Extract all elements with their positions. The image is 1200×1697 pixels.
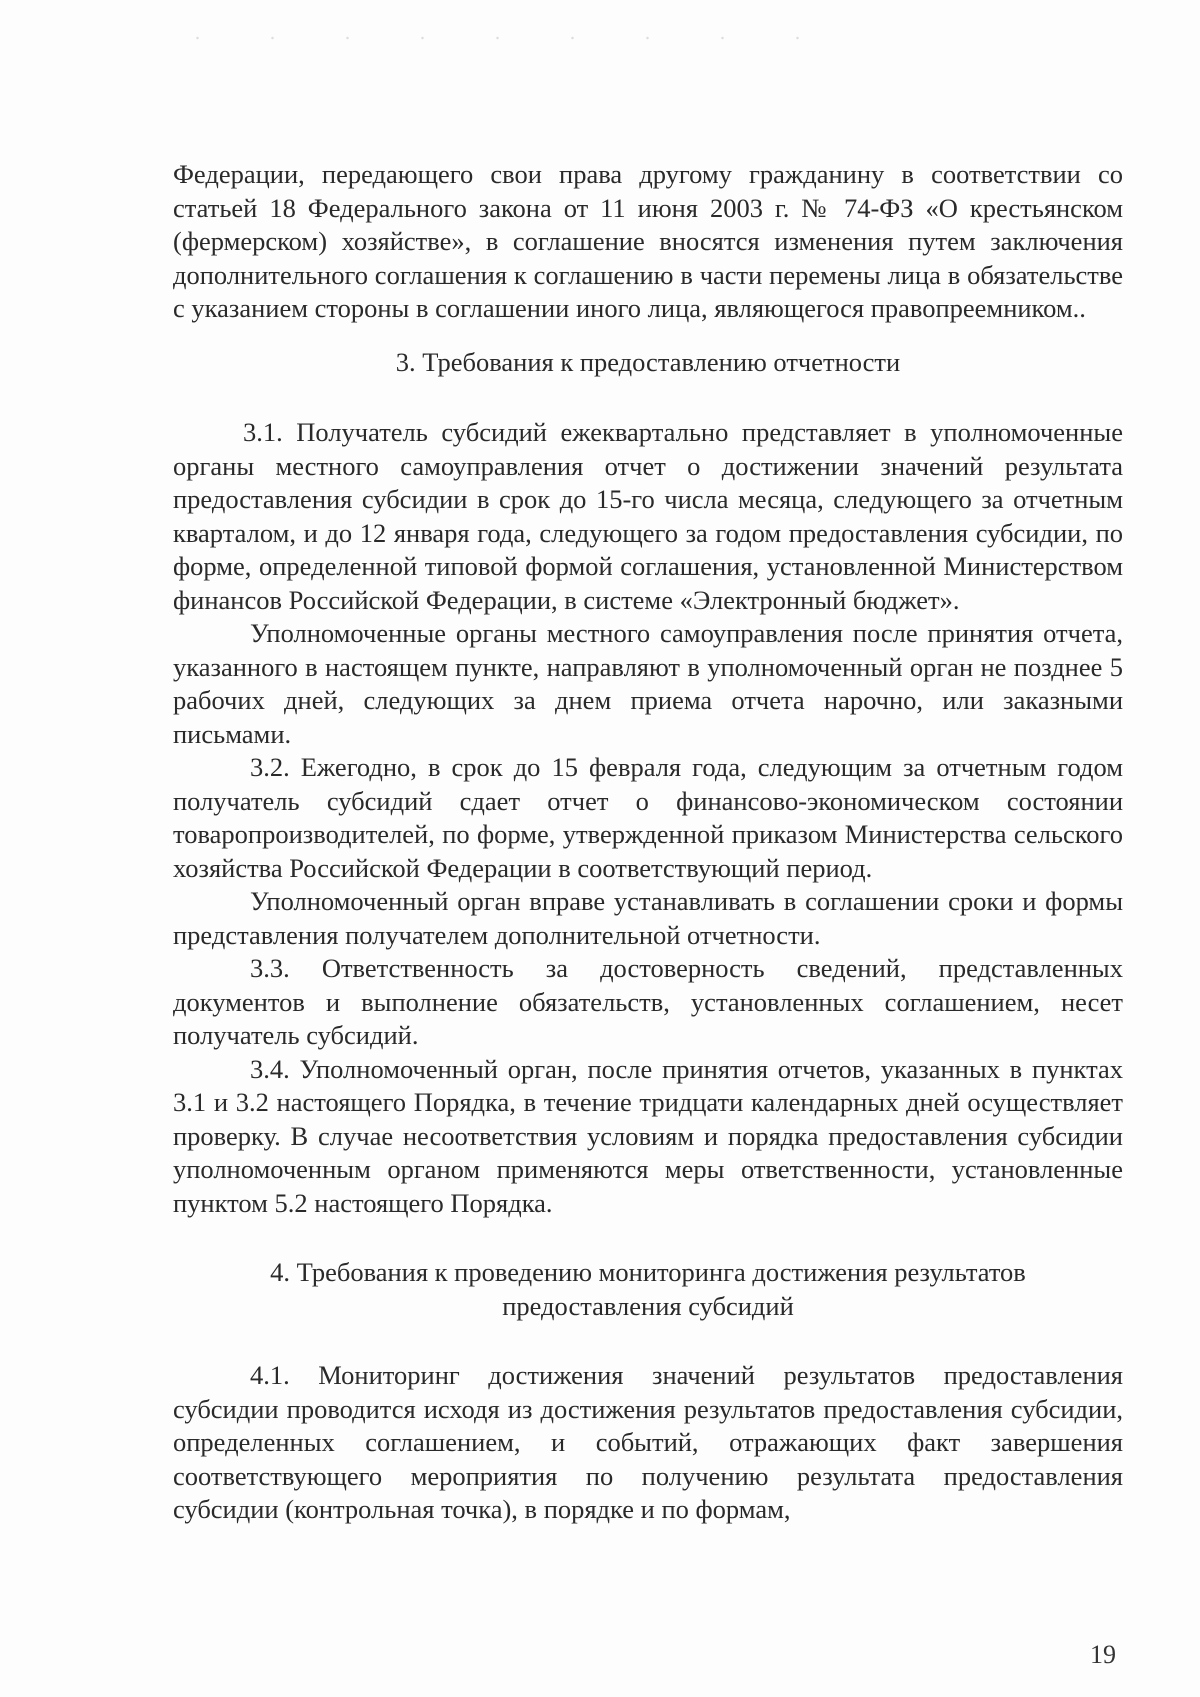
- section-heading-3: 3. Требования к предоставлению отчетности: [395, 346, 901, 377]
- paragraph-intro: Федерации, передающего свои права другому гражданину в соответствии со статьей 18 Федерального закона от 11 июня 2003 г. № 74-ФЗ «О крестьянском (фермерском) хозяйстве», в соглашение вносятся изменения путем заключения дополнительного соглашения к соглашению в части перемены лица в обязательстве с указанием стороны в соглашении иного лица, являющегося правопреемником..: [173, 159, 1123, 323]
- paragraph-3-2: 3.2. Ежегодно, в срок до 15 февраля года, следующим за отчетным годом получатель субсидий сдает отчет о финансово-экономическом состоянии товаропроизводителей, по форме, утвержденной приказом Министерства сельского хозяйства Российской Федерации в соответствующий период.: [173, 752, 1123, 883]
- page-number: 19: [1090, 1640, 1116, 1669]
- paragraph-3-4: 3.4. Уполномоченный орган, после принятия отчетов, указанных в пунктах 3.1 и 3.2 настоящего Порядка, в течение тридцати календарных дней осуществляет проверку. В случае несоответствия условиям и порядка предоставления субсидии уполномоченным органом применяются меры ответственности, установленные пунктом 5.2 настоящего Порядка.: [173, 1053, 1123, 1218]
- section-heading-4: [173, 1256, 1123, 1323]
- section-heading-4-line-1: 4. Требования к проведению мониторинга достижения результатов: [270, 1257, 1026, 1287]
- paragraph-3-2-continued: Уполномоченный орган вправе устанавливать в соглашении сроки и формы представления получателем дополнительной отчетности.: [173, 886, 1123, 950]
- paragraph-4-1: 4.1. Мониторинг достижения значений результатов предоставления субсидии проводится исходя из достижения результатов предоставления субсидии, определенных соглашением, и событий, отражающих факт завершения соответствующего мероприятия по получению результата предоставления субсидии (контрольная точка), в порядке и по формам,: [173, 1360, 1123, 1524]
- paragraph-3-1: 3.1. Получатель субсидий ежеквартально представляет в уполномоченные органы местного самоуправления отчет о достижении значений результата предоставления субсидии в срок до 15-го числа месяца, следующего за отчетным кварталом, и до 12 января года, следующего за годом предоставления субсидии, по форме, определенной типовой формой соглашения, установленной Министерством финансов Российской Федерации, в системе «Электронный бюджет».: [173, 417, 1123, 615]
- section-heading-4-line-2: предоставления субсидий: [502, 1290, 794, 1321]
- paragraph-3-3: 3.3. Ответственность за достоверность сведений, представленных документов и выполнение обязательств, установленных соглашением, несет получатель субсидий.: [173, 953, 1123, 1050]
- scan-artifact: [160, 36, 840, 40]
- paragraph-3-1-continued: Уполномоченные органы местного самоуправления после принятия отчета, указанного в настоящем пункте, направляют в уполномоченный орган не позднее 5 рабочих дней, следующих за днем приема отчета нарочно, или заказными письмами.: [173, 618, 1123, 749]
- document-body: [173, 158, 1123, 1527]
